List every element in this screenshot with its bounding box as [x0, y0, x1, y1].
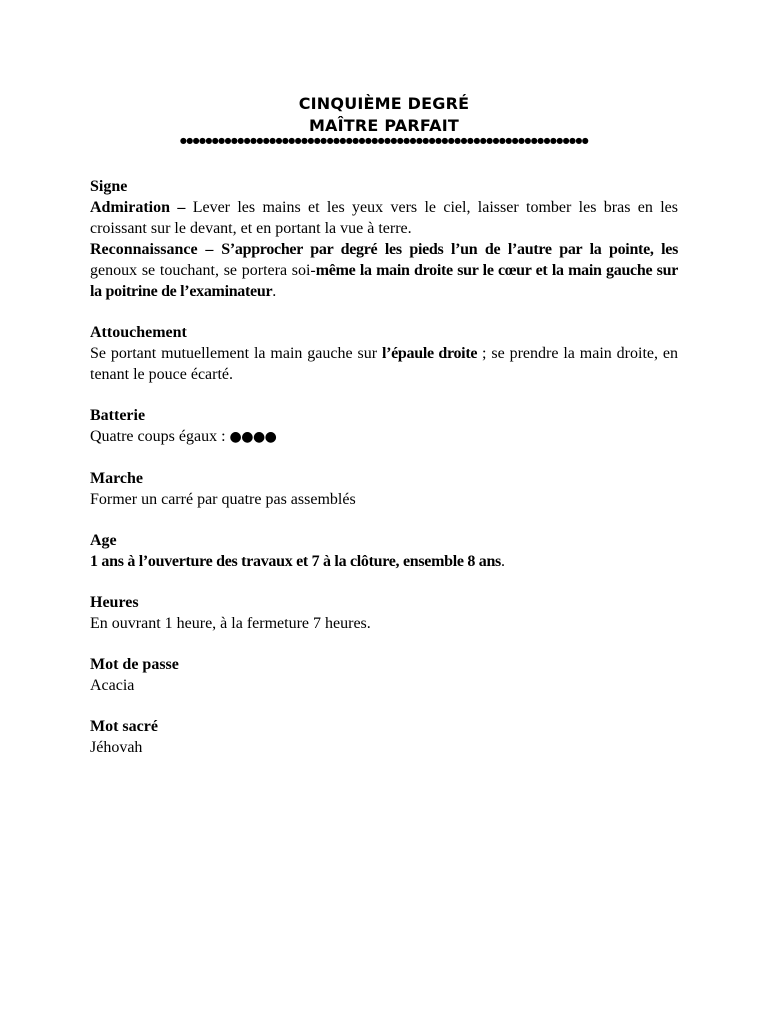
heures-text: En ouvrant 1 heure, à la fermeture 7 heures.	[90, 615, 371, 632]
attouchement-bold: l’épaule droite	[381, 345, 478, 362]
batterie-text: Quatre coups égaux :	[90, 428, 230, 445]
section-heures	[90, 592, 678, 634]
degree-title: CINQUIÈME DEGRÉ	[298, 94, 470, 113]
reconnaissance-bold-1: S’approcher par degré les pieds l’un de l’autre par la pointe, les	[221, 241, 679, 258]
spacer	[90, 510, 678, 530]
section-heading: Heures	[90, 594, 139, 611]
section-age	[90, 530, 678, 572]
spacer	[90, 302, 678, 322]
spacer	[90, 448, 678, 468]
age-end: .	[501, 553, 505, 570]
admiration-separator: –	[170, 199, 193, 216]
title-divider: ●●●●●●●●●●●●●●●●●●●●●●●●●●●●●●●●●●●●●●●●●●●●●●●●●●●●●●●●●●●●●●●●	[179, 136, 589, 145]
section-marche	[90, 468, 678, 510]
attouchement-text-2: ; se prendre la main droite, en tenant le pouce écarté.	[90, 345, 678, 383]
spacer	[90, 634, 678, 654]
section-mot-de-passe	[90, 654, 678, 696]
reconnaissance-plain: genoux se touchant, se portera soi-	[90, 262, 316, 279]
reconnaissance-separator: –	[197, 241, 222, 258]
section-attouchement	[90, 322, 678, 385]
section-heading: Marche	[90, 470, 144, 487]
grade-title: MAÎTRE PARFAIT	[308, 116, 460, 135]
batterie-paragraph	[90, 426, 678, 448]
batterie-dots: ●●●●	[229, 429, 277, 445]
admiration-text: Lever les mains et les yeux vers le ciel, laisser tomber les bras en les croissant sur le devant, et en portant la vue à terre.	[90, 199, 679, 237]
section-heading: Batterie	[90, 407, 146, 424]
reconnaissance-bold-2: même la main droite sur le cœur et la main gauche sur la poitrine de l’examinateur	[90, 262, 678, 300]
spacer	[90, 696, 678, 716]
mot-sacre-text: Jéhovah	[90, 739, 143, 756]
section-heading: Attouchement	[90, 324, 187, 341]
section-heading: Age	[90, 532, 117, 549]
section-heading: Signe	[90, 178, 128, 195]
admiration-paragraph	[90, 197, 678, 239]
reconnaissance-paragraph	[90, 239, 678, 302]
reconnaissance-label: Reconnaissance	[90, 241, 198, 258]
attouchement-text-1: Se portant mutuellement la main gauche sur	[90, 345, 382, 362]
reconnaissance-end: .	[272, 283, 277, 300]
title-block	[0, 93, 768, 146]
mot-de-passe-text: Acacia	[90, 677, 135, 694]
section-heading: Mot sacré	[90, 718, 158, 735]
attouchement-paragraph	[90, 343, 678, 385]
age-paragraph	[90, 551, 678, 572]
section-signe	[90, 176, 678, 302]
section-mot-sacre	[90, 716, 678, 758]
section-heading: Mot de passe	[90, 656, 179, 673]
age-bold: 1 ans à l’ouverture des travaux et 7 à la clôture, ensemble 8 ans	[90, 553, 501, 570]
admiration-label: Admiration	[90, 199, 170, 216]
document-body	[90, 176, 678, 758]
section-batterie	[90, 405, 678, 448]
marche-text: Former un carré par quatre pas assemblés	[90, 491, 356, 508]
spacer	[90, 572, 678, 592]
spacer	[90, 385, 678, 405]
